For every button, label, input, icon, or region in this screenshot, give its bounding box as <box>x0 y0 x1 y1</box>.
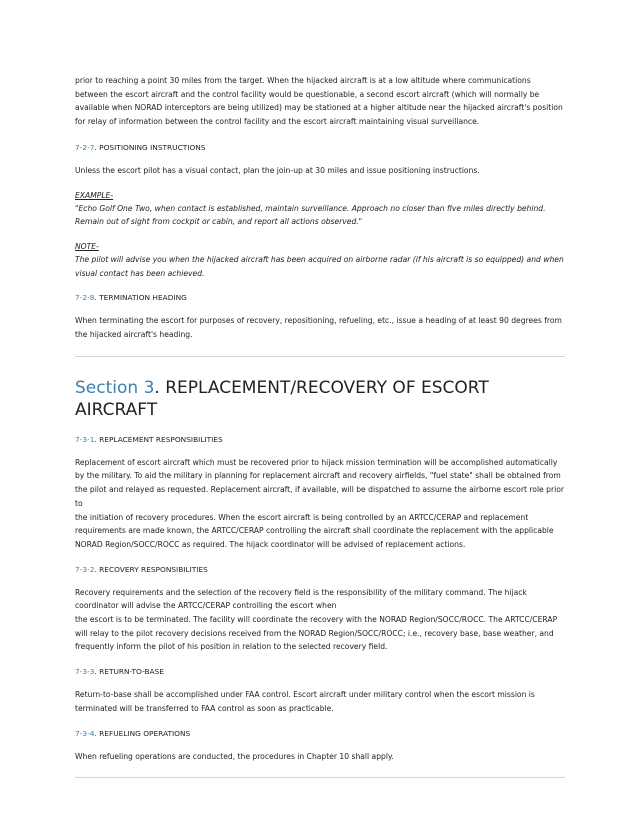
heading-7-3-2: 7-3-2. RECOVERY RESPONSIBILITIES <box>75 564 208 574</box>
paragraph-7-3-3: Return-to-base shall be accomplished under FAA control. Escort aircraft under military control when the escort mission is terminated will be transferred to FAA control as soon as practicable. <box>75 690 535 713</box>
heading-title: RETURN-TO-BASE <box>99 667 164 677</box>
heading-number[interactable]: 7-3-3 <box>75 667 95 677</box>
paragraph-7-3-1-a: Replacement of escort aircraft which must be recovered prior to hijack mission termination will be accomplished automatically by the military. To aid the military in planning for replacement aircraft and recovery airfields, "fuel state" shall be obtained from the pilot and relayed as requested. Replacement aircraft, if available, will be dispatched to assume the airborne escort role prior to <box>75 457 564 508</box>
paragraph-7-3-2-b: the escort is to be terminated. The facility will coordinate the recovery with the NORAD Region/SOCC/ROCC. The ARTCC/CERAP will relay to the pilot recovery decisions received from the NORAD Region/SOCC/ROCC; i.e., recovery base, base weather, and frequently inform the pilot of his position in relation to the selected recovery field. <box>75 615 558 652</box>
heading-7-3-4: 7-3-4. REFUELING OPERATIONS <box>75 728 191 738</box>
heading-title: REPLACEMENT RESPONSIBILITIES <box>99 434 223 444</box>
divider <box>75 777 565 778</box>
heading-title: RECOVERY RESPONSIBILITIES <box>99 564 208 574</box>
heading-number[interactable]: 7-3-4 <box>75 728 95 738</box>
paragraph-7-2-7: Unless the escort pilot has a visual contact, plan the join-up at 30 miles and issue positioning instructions. <box>75 165 480 175</box>
paragraph-7-3-1-b: the initiation of recovery procedures. When the escort aircraft is being controlled by an ARTCC/CERAP and replacement requirements are made known, the ARTCC/CERAP controlling the aircraft shall coordinate the replacement with the applicable NORAD Region/SOCC/ROCC as required. The hijack coordinator will be advised of replacement actions. <box>75 512 554 549</box>
heading-7-3-1: 7-3-1. REPLACEMENT RESPONSIBILITIES <box>75 434 223 444</box>
example-text: "Echo Golf One Two, when contact is established, maintain surveillance. Approach no closer than five miles directly behind. Remain out of sight from cockpit or cabin, and report all actions observed." <box>75 203 546 227</box>
heading-title: TERMINATION HEADING <box>99 293 187 303</box>
note-label: NOTE- <box>75 241 99 251</box>
heading-number[interactable]: 7-2-7 <box>75 142 95 152</box>
heading-title: REFUELING OPERATIONS <box>99 728 191 738</box>
heading-number[interactable]: 7-3-1 <box>75 434 95 444</box>
document-content <box>75 74 565 778</box>
section-number[interactable]: Section 3 <box>75 377 155 398</box>
heading-7-3-3: 7-3-3. RETURN-TO-BASE <box>75 667 164 677</box>
paragraph-7-3-2-a: Recovery requirements and the selection of the recovery field is the responsibility of the military command. The hijack coordinator will advise the ARTCC/CERAP controlling the escort when <box>75 587 527 611</box>
heading-7-2-8: 7-2-8. TERMINATION HEADING <box>75 293 187 303</box>
heading-title: POSITIONING INSTRUCTIONS <box>99 142 206 152</box>
note-text: The pilot will advise you when the hijacked aircraft has been acquired on airborne radar (if his aircraft is so equipped) and when visual contact has been achieved. <box>75 254 564 278</box>
paragraph-7-2-8: When terminating the escort for purposes of recovery, repositioning, refueling, etc., issue a heading of at least 90 degrees from the hijacked aircraft's heading. <box>75 316 562 340</box>
example-label: EXAMPLE- <box>75 190 114 200</box>
divider <box>75 356 565 357</box>
heading-number[interactable]: 7-2-8 <box>75 293 95 303</box>
heading-7-2-7: 7-2-7. POSITIONING INSTRUCTIONS <box>75 142 206 152</box>
section-title: Section 3. REPLACEMENT/RECOVERY OF ESCORT AIRCRAFT <box>75 377 489 420</box>
heading-number[interactable]: 7-3-2 <box>75 564 95 574</box>
intro-paragraph: prior to reaching a point 30 miles from the target. When the hijacked aircraft is at a low altitude where communications between the escort aircraft and the control facility would be questionable, a second escort aircraft (which will normally be available when NORAD interceptors are being utilized) may be stationed at a higher altitude near the hijacked aircraft's position for relay of information between the control facility and the escort aircraft maintaining visual surveillance. <box>75 76 563 127</box>
section-heading-text: REPLACEMENT/RECOVERY OF ESCORT AIRCRAFT <box>75 377 489 420</box>
paragraph-7-3-4: When refueling operations are conducted, the procedures in Chapter 10 shall apply. <box>75 751 394 761</box>
